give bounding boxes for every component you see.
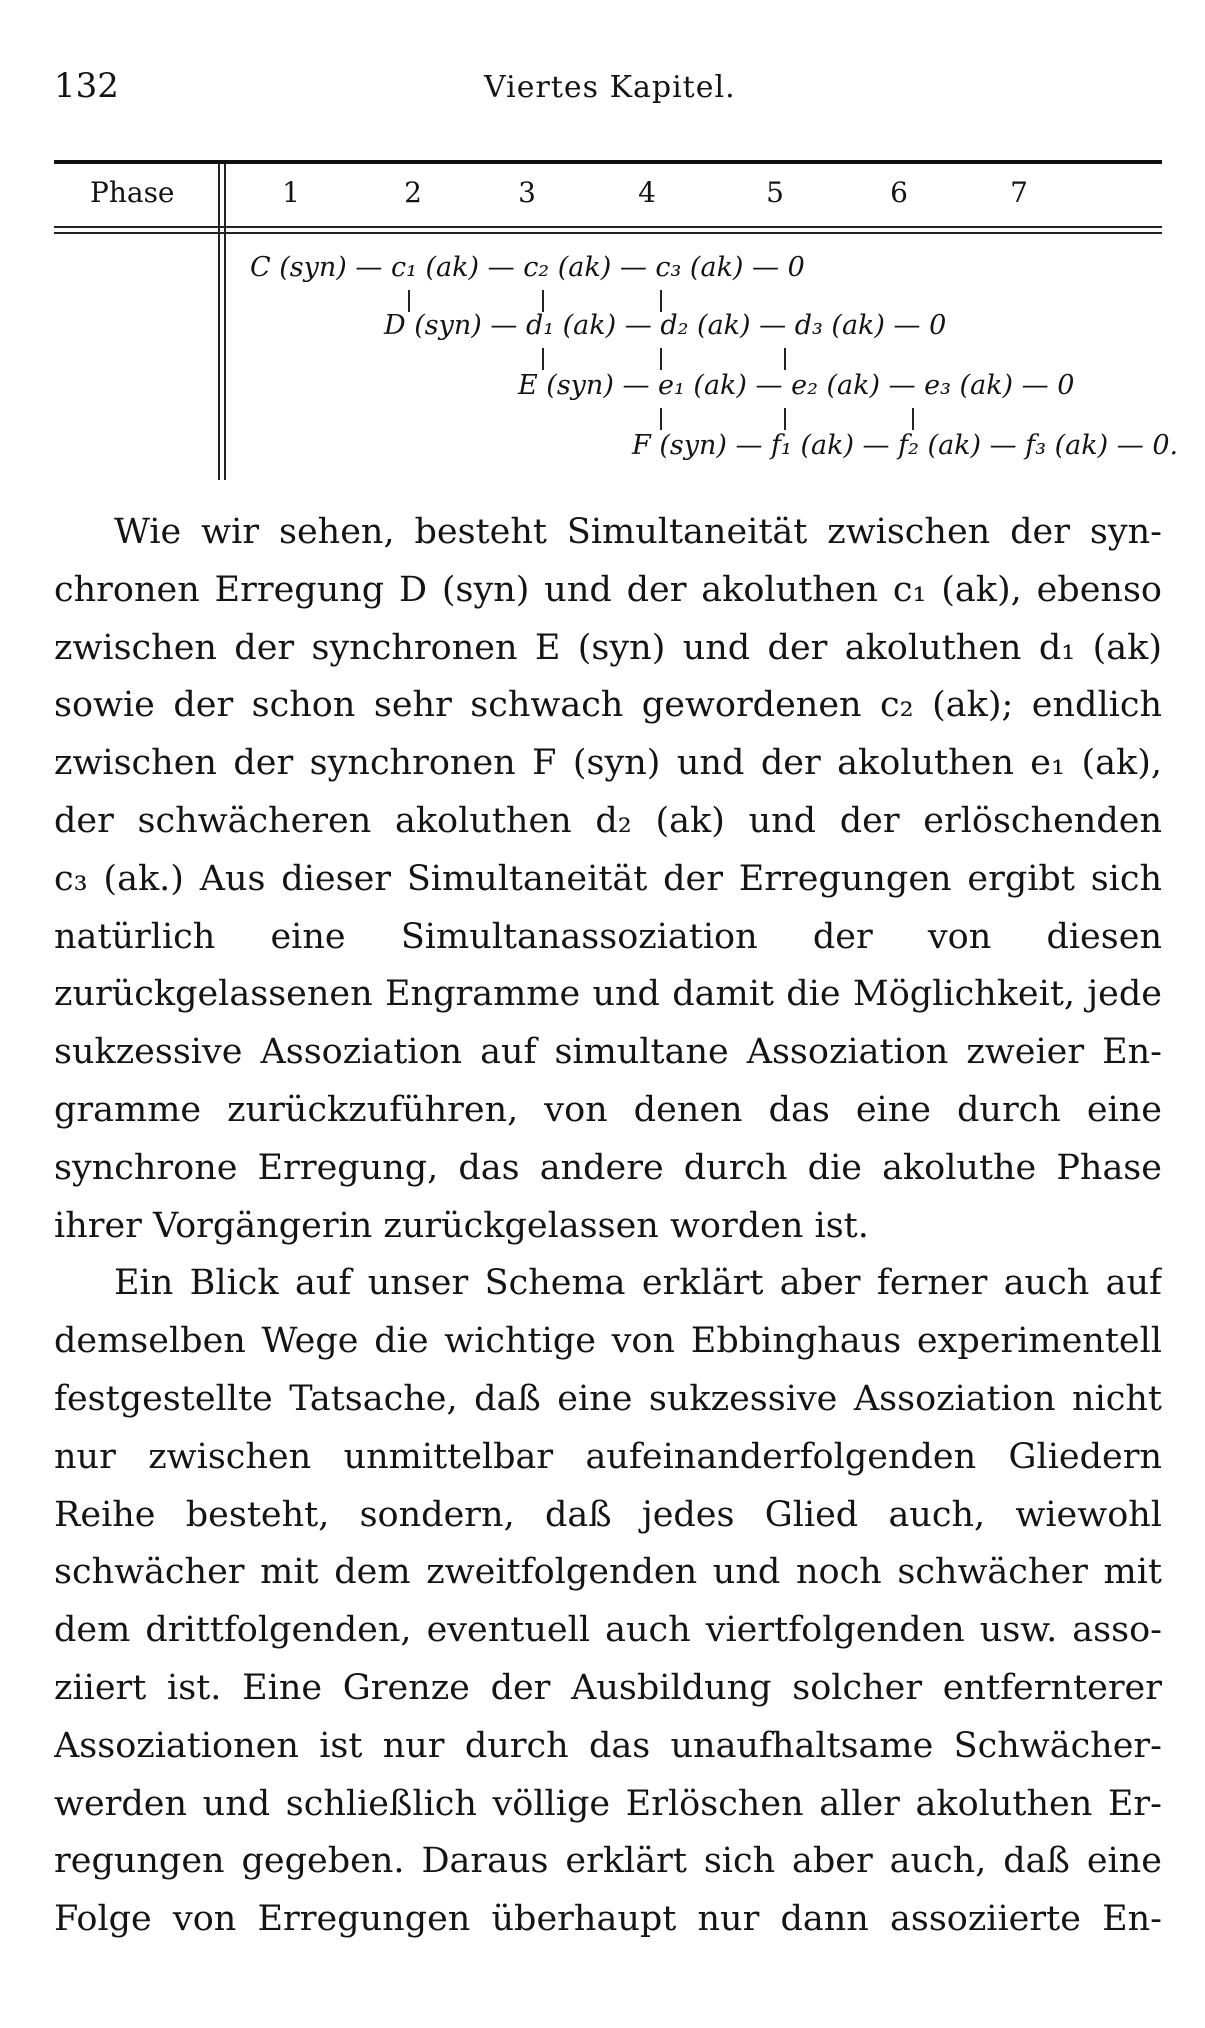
schema-connector (660, 408, 662, 430)
page-header (54, 66, 1162, 116)
text-line: ziiert ist. Eine Grenze der Ausbildung solcher entfernterer (54, 1667, 1162, 1708)
table-divider-double (224, 164, 226, 480)
text-line: ihrer Vorgängerin zurückgelassen worden ist. (54, 1205, 869, 1246)
text-line: demselben Wege die wichtige von Ebbinghaus experimentell (54, 1321, 1162, 1362)
text-line: dem drittfolgenden, eventuell auch viertfolgenden usw. asso- (54, 1610, 1162, 1651)
text-line: werden und schließlich völlige Erlöschen aller akoluthen Er- (54, 1783, 1162, 1824)
schema-connector (542, 290, 544, 312)
table-divider (218, 164, 220, 480)
body-text (54, 504, 1162, 1949)
page-number: 132 (54, 66, 119, 106)
schema-row: C (syn) — c₁ (ak) — c₂ (ak) — c₃ (ak) — 0 (250, 252, 805, 283)
phase-number: 5 (766, 176, 784, 209)
text-line: der schwächeren akoluthen d₂ (ak) und der erlöschenden (54, 800, 1162, 841)
phase-number: 1 (282, 176, 300, 209)
text-line: zwischen der synchronen F (syn) und der akoluthen e₁ (ak), (54, 743, 1162, 784)
phase-number: 2 (404, 176, 422, 209)
text-line: Ein Blick auf unser Schema erklärt aber ferner auch auf (114, 1263, 1162, 1304)
table-header-rule (54, 226, 1162, 228)
text-line: c₃ (ak.) Aus dieser Simultaneität der Erregungen ergibt sich (54, 858, 1162, 899)
text-line: sowie der schon sehr schwach gewordenen c₂ (ak); endlich (54, 685, 1162, 726)
phase-number: 6 (890, 176, 908, 209)
schema-row: D (syn) — d₁ (ak) — d₂ (ak) — d₃ (ak) — 0 (384, 310, 947, 341)
phase-number: 7 (1010, 176, 1028, 209)
schema-connector (784, 408, 786, 430)
text-line: schwächer mit dem zweitfolgenden und noch schwächer mit (54, 1552, 1162, 1593)
phase-schema (54, 160, 1179, 480)
text-line: zwischen der synchronen E (syn) und der akoluthen d₁ (ak) (54, 627, 1162, 668)
table-top-rule (54, 160, 1162, 164)
schema-connector (912, 408, 914, 430)
text-line: Folge von Erregungen überhaupt nur dann assoziierte En- (54, 1899, 1162, 1940)
text-line: nur zwischen unmittelbar aufeinanderfolgenden Gliedern (54, 1436, 1162, 1477)
schema-connector (542, 348, 544, 370)
text-line: Assoziationen ist nur durch das unaufhaltsame Schwächer- (54, 1725, 1162, 1766)
text-line: Reihe besteht, sondern, daß jedes Glied auch, wiewohl (54, 1494, 1162, 1535)
schema-connector (660, 290, 662, 312)
phase-number: 3 (518, 176, 536, 209)
schema-connector (408, 290, 410, 312)
schema-row: E (syn) — e₁ (ak) — e₂ (ak) — e₃ (ak) — 0 (518, 370, 1075, 401)
phase-header: Phase (90, 176, 175, 209)
phase-number: 4 (638, 176, 656, 209)
schema-connector (660, 348, 662, 370)
text-line: gramme zurückzuführen, von denen das eine durch eine (54, 1089, 1162, 1130)
text-line: synchrone Erregung, das andere durch die akoluthe Phase (54, 1147, 1162, 1188)
text-line: zurückgelassenen Engramme und damit die Möglichkeit, jede (54, 974, 1162, 1015)
text-line: festgestellte Tatsache, daß eine sukzessive Assoziation nicht (54, 1378, 1162, 1419)
text-line: Wie wir sehen, besteht Simultaneität zwischen der syn- (114, 512, 1162, 552)
text-line: natürlich eine Simultanassoziation der von diesen (54, 916, 1162, 957)
text-line: sukzessive Assoziation auf simultane Assoziation zweier En- (54, 1032, 1162, 1073)
schema-connector (784, 348, 786, 370)
text-line: regungen gegeben. Daraus erklärt sich aber auch, daß eine (54, 1841, 1162, 1882)
table-header-rule-double (54, 232, 1162, 234)
schema-row: F (syn) — f₁ (ak) — f₂ (ak) — f₃ (ak) — 0. (632, 430, 1179, 461)
running-head: Viertes Kapitel. (484, 70, 736, 105)
text-line: chronen Erregung D (syn) und der akoluthen c₁ (ak), ebenso (54, 569, 1162, 610)
